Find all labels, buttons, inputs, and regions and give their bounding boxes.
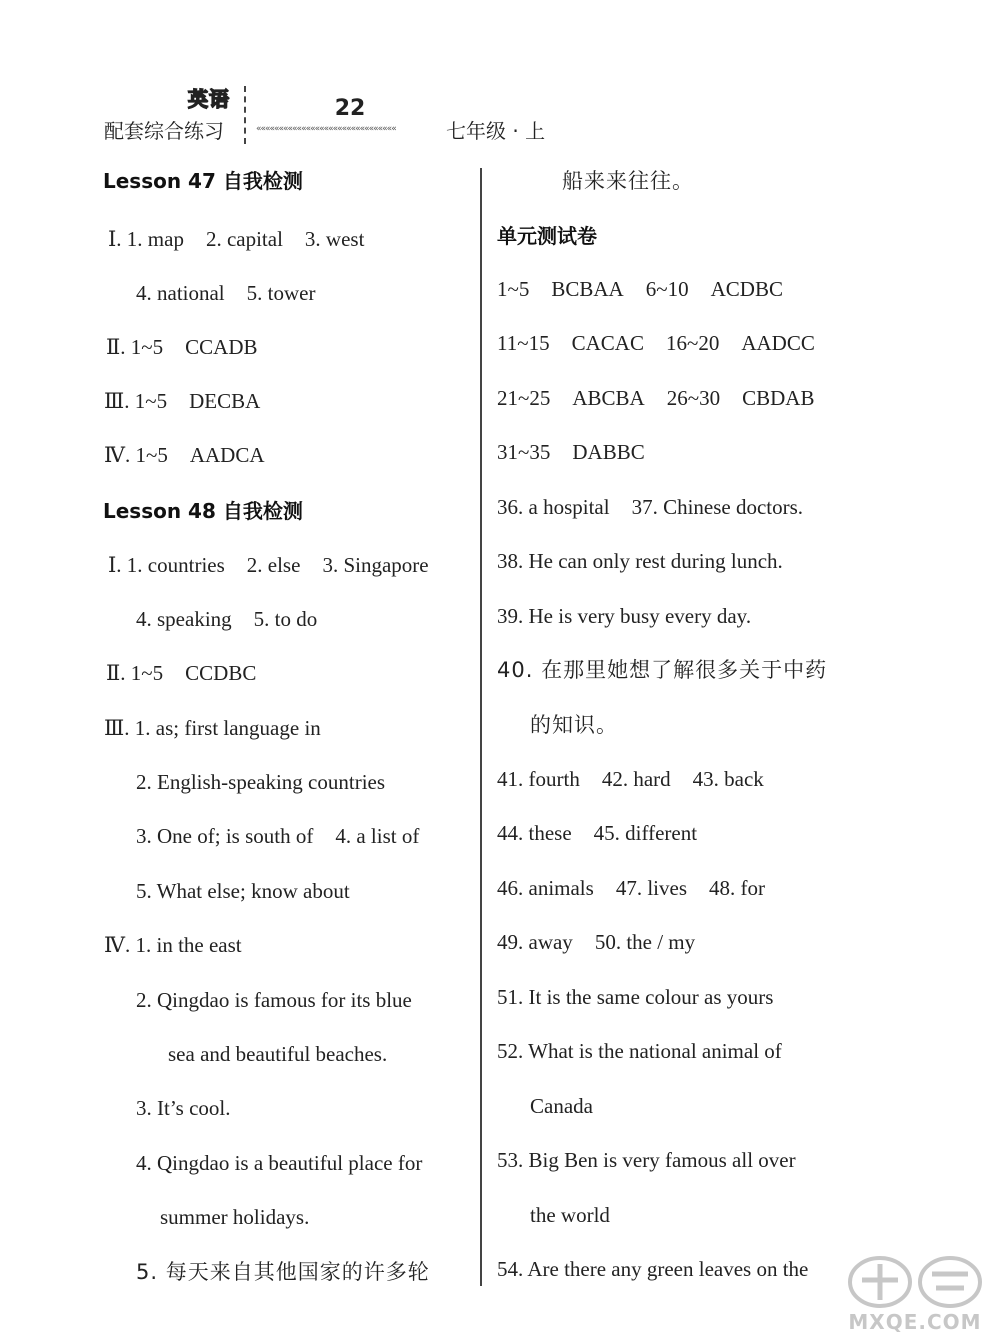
answer-line: summer holidays. — [160, 1205, 310, 1229]
answer-text: CCDBC — [185, 661, 257, 685]
answer-line: 2. English-speaking countries — [136, 770, 386, 794]
answer-text: 16~20 — [665, 331, 720, 355]
answer-line: Canada — [530, 1094, 593, 1118]
answer-line: 船来来往往。 — [562, 169, 694, 193]
answer-text: 49. away — [497, 930, 573, 954]
answer-text: ABCBA — [572, 386, 645, 410]
answer-text: 3. Singapore — [322, 553, 429, 577]
answer-text: 2. capital — [205, 227, 283, 251]
answer-text: 41. fourth — [497, 767, 580, 791]
answer-line: the world — [530, 1203, 610, 1227]
answer-line: 40. 在那里她想了解很多关于中药 — [497, 658, 828, 682]
answer-line: Ⅳ. 1. in the east — [104, 933, 242, 957]
answer-text: 44. these — [497, 821, 572, 845]
answer-line: 3. It’s cool. — [136, 1096, 231, 1120]
page-number: 22 — [334, 96, 366, 121]
answer-text: BCBAA — [551, 277, 624, 301]
answer-text: 36. a hospital — [497, 495, 610, 519]
book-title: 配套综合练习 — [104, 119, 224, 143]
answer-line — [497, 818, 697, 848]
answer-text: DABBC — [572, 440, 645, 464]
answer-text: 11~15 — [497, 331, 550, 355]
watermark-logo — [840, 1250, 990, 1338]
answer-text: 43. back — [692, 767, 764, 791]
answer-line: sea and beautiful beaches. — [168, 1042, 388, 1066]
answer-text: 4. a list of — [335, 824, 420, 848]
answer-line: 2. Qingdao is famous for its blue — [136, 988, 412, 1012]
answer-text: 5. tower — [246, 281, 316, 305]
answer-text: 31~35 — [497, 440, 551, 464]
answer-text: Ⅲ. 1~5 — [104, 389, 168, 413]
answer-text: 1~5 — [497, 277, 530, 301]
answer-text: 47. lives — [615, 876, 687, 900]
answer-text: 3. west — [304, 227, 365, 251]
answer-line: 51. It is the same colour as yours — [497, 985, 774, 1009]
answer-line — [497, 764, 764, 794]
watermark-icon — [840, 1250, 990, 1310]
answer-text: 2. else — [246, 553, 301, 577]
answer-text: Ⅱ. 1~5 — [106, 661, 164, 685]
chevron-rule: ««««««««««««««««««««««««««««««« — [256, 124, 396, 134]
answer-text: AADCA — [189, 443, 265, 467]
answer-text: 26~30 — [666, 386, 721, 410]
answer-line: 54. Are there any green leaves on the — [497, 1257, 809, 1281]
answer-line — [497, 437, 645, 467]
lesson-47-heading: Lesson 47 自我检测 — [103, 169, 303, 193]
answer-text: 42. hard — [601, 767, 671, 791]
answer-line — [497, 274, 783, 304]
answer-text: ACDBC — [710, 277, 783, 301]
answer-text: DECBA — [189, 389, 261, 413]
answer-line: Ⅲ. 1. as; first language in — [104, 716, 321, 740]
answer-text: 46. animals — [497, 876, 594, 900]
answer-text: 4. national — [136, 281, 225, 305]
answer-line: 的知识。 — [530, 713, 618, 737]
answer-text: 3. One of; is south of — [136, 824, 314, 848]
answer-text: Ⅰ. 1. countries — [108, 553, 225, 577]
answer-text: Ⅱ. 1~5 — [106, 335, 164, 359]
answer-text: Ⅰ. 1. map — [108, 227, 184, 251]
answer-line — [106, 332, 258, 362]
answer-text: 45. different — [593, 821, 698, 845]
answer-text: 4. speaking — [136, 607, 232, 631]
answer-line — [497, 492, 803, 522]
header-divider — [244, 86, 246, 144]
answer-text: Ⅳ. 1~5 — [104, 443, 168, 467]
answer-text: CCADB — [185, 335, 258, 359]
grade-label: 七年级 · 上 — [446, 119, 546, 143]
answer-line — [497, 873, 765, 903]
lesson-48-heading: Lesson 48 自我检测 — [103, 499, 303, 523]
answer-text: 48. for — [709, 876, 765, 900]
answer-line — [104, 386, 260, 416]
answer-line — [136, 821, 419, 851]
answer-text: 5. to do — [253, 607, 318, 631]
answer-line — [136, 278, 315, 308]
column-divider — [480, 168, 482, 1286]
answer-line: 5. What else; know about — [136, 879, 350, 903]
answer-line — [497, 927, 695, 957]
answer-line — [497, 383, 814, 413]
answer-line: 52. What is the national animal of — [497, 1039, 782, 1063]
watermark-text: MXQE.COM — [848, 1310, 982, 1334]
answer-text: 50. the / my — [594, 930, 696, 954]
answer-line — [108, 550, 429, 580]
answer-line: 39. He is very busy every day. — [497, 604, 752, 628]
answer-line — [108, 224, 364, 254]
answer-line — [497, 328, 815, 358]
answer-line: 5. 每天来自其他国家的许多轮 — [136, 1260, 430, 1284]
answer-line — [136, 604, 317, 634]
page-header — [0, 0, 1000, 160]
answer-text: CACAC — [571, 331, 644, 355]
subject-badge: 英语 — [188, 87, 230, 111]
answer-text: 37. Chinese doctors. — [631, 495, 804, 519]
answer-line — [104, 440, 265, 470]
answer-line: 38. He can only rest during lunch. — [497, 549, 783, 573]
answer-line: 4. Qingdao is a beautiful place for — [136, 1151, 423, 1175]
answer-text: AADCC — [741, 331, 815, 355]
answer-text: 6~10 — [645, 277, 689, 301]
answer-text: CBDAB — [742, 386, 815, 410]
unit-test-heading: 单元测试卷 — [497, 224, 597, 248]
answer-line — [106, 658, 256, 688]
answer-text: 21~25 — [497, 386, 551, 410]
answer-line: 53. Big Ben is very famous all over — [497, 1148, 796, 1172]
